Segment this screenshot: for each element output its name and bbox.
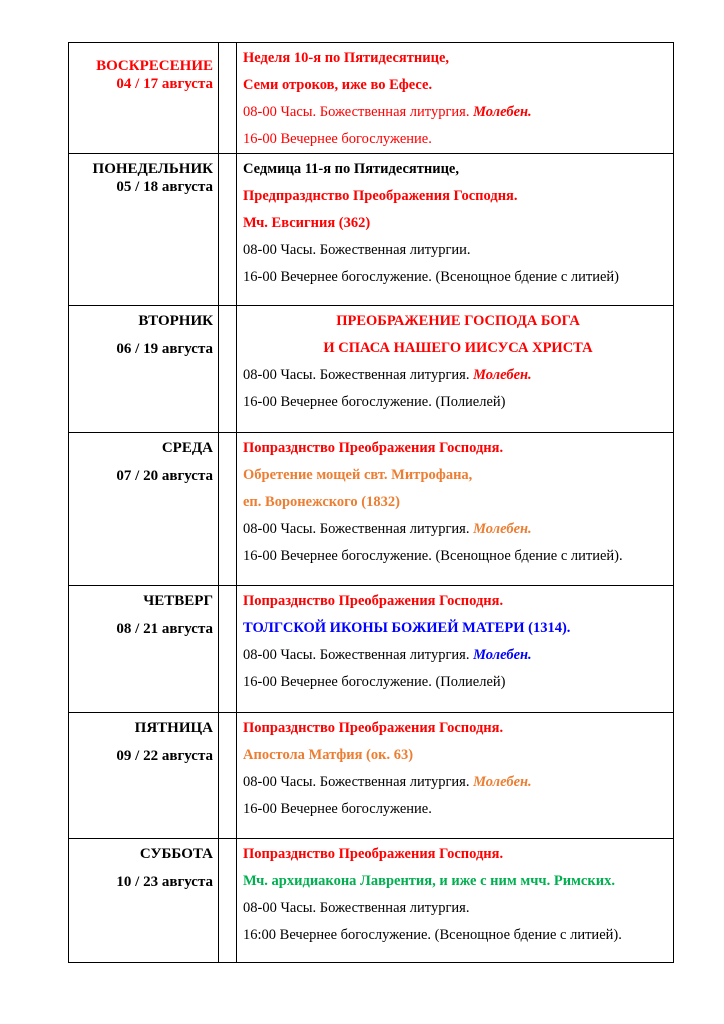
- day-name: ЧЕТВЕРГ: [143, 593, 213, 609]
- schedule-row: [69, 154, 674, 306]
- service-info-cell: [237, 306, 674, 433]
- service-info-cell: [237, 713, 674, 839]
- service-line-text: 16-00 Вечернее богослужение.: [243, 131, 432, 147]
- service-line: [243, 308, 673, 335]
- moleben-label: Молебен.: [473, 647, 532, 663]
- moleben-label: Молебен.: [473, 104, 532, 120]
- service-line-text: И СПАСА НАШЕГО ИИСУСА ХРИСТА: [323, 340, 593, 356]
- service-info-cell: [237, 433, 674, 586]
- service-line: [243, 543, 673, 570]
- day-name: ПОНЕДЕЛЬНИК: [92, 161, 213, 177]
- spacer-cell: [219, 586, 237, 713]
- schedule-row: [69, 43, 674, 154]
- service-line: [243, 922, 673, 949]
- day-cell: [69, 433, 219, 586]
- service-line: [243, 796, 673, 823]
- day-cell: [69, 839, 219, 963]
- day-date: 04 / 17 августа: [116, 76, 213, 92]
- day-cell: [69, 586, 219, 713]
- service-line: [243, 642, 673, 669]
- moleben-label: Молебен.: [473, 521, 532, 537]
- day-cell: [69, 43, 219, 154]
- service-line: [243, 742, 673, 769]
- schedule-row: [69, 839, 674, 963]
- day-date: 09 / 22 августа: [116, 748, 213, 764]
- day-date: 07 / 20 августа: [116, 468, 213, 484]
- day-name: ВОСКРЕСЕНИЕ: [96, 58, 213, 74]
- service-line: [243, 335, 673, 362]
- service-line-text: ТОЛГСКОЙ ИКОНЫ БОЖИЕЙ МАТЕРИ (1314).: [243, 620, 571, 636]
- day-date: 05 / 18 августа: [116, 179, 213, 195]
- service-line-text: 16-00 Вечернее богослужение. (Всенощное бдение с литией): [243, 269, 620, 285]
- service-line-text: Мч. архидиакона Лаврентия, и иже с ним мчч. Римских.: [243, 873, 615, 889]
- service-line: [243, 183, 673, 210]
- service-info-cell: [237, 839, 674, 963]
- schedule-table: [68, 42, 674, 963]
- service-info-cell: [237, 586, 674, 713]
- service-line: [243, 895, 673, 922]
- schedule-body: [69, 43, 674, 963]
- service-line-text: Мч. Евсигния (362): [243, 215, 371, 231]
- day-date: 06 / 19 августа: [116, 341, 213, 357]
- spacer-cell: [219, 43, 237, 154]
- service-line-text: 08-00 Часы. Божественная литургия.: [243, 104, 474, 120]
- moleben-label: Молебен.: [473, 774, 532, 790]
- service-line: [243, 264, 673, 291]
- service-line-text: Попразднство Преображения Господня.: [243, 440, 504, 456]
- spacer-cell: [219, 154, 237, 306]
- service-line-text: Семи отроков, иже во Ефесе.: [243, 77, 433, 93]
- day-name: ПЯТНИЦА: [134, 720, 213, 736]
- service-line: [243, 769, 673, 796]
- day-name: ВТОРНИК: [138, 313, 213, 329]
- service-line: [243, 615, 673, 642]
- service-line-text: 08-00 Часы. Божественная литургии.: [243, 242, 471, 258]
- spacer-cell: [219, 839, 237, 963]
- service-line-text: Апостола Матфия (ок. 63): [243, 747, 414, 763]
- service-line-text: еп. Воронежского (1832): [243, 494, 400, 510]
- schedule-row: [69, 433, 674, 586]
- spacer-cell: [219, 306, 237, 433]
- schedule-row: [69, 713, 674, 839]
- service-line-text: 08-00 Часы. Божественная литургия.: [243, 774, 474, 790]
- service-line: [243, 435, 673, 462]
- service-line: [243, 362, 673, 389]
- day-cell: [69, 154, 219, 306]
- service-line-text: Предпразднство Преображения Господня.: [243, 188, 518, 204]
- service-line: [243, 489, 673, 516]
- service-line: [243, 389, 673, 416]
- service-line-text: 08-00 Часы. Божественная литургия.: [243, 367, 474, 383]
- service-line-text: 08-00 Часы. Божественная литургия.: [243, 900, 470, 916]
- service-line: [243, 156, 673, 183]
- day-cell: [69, 713, 219, 839]
- service-line-text: 16-00 Вечернее богослужение. (Всенощное бдение с литией).: [243, 548, 623, 564]
- service-line: [243, 72, 673, 99]
- day-date: 08 / 21 августа: [116, 621, 213, 637]
- service-line: [243, 868, 673, 895]
- service-line-text: 16-00 Вечернее богослужение.: [243, 801, 432, 817]
- service-line: [243, 462, 673, 489]
- service-line-text: Седмица 11-я по Пятидесятнице,: [243, 161, 459, 177]
- spacer-cell: [219, 433, 237, 586]
- service-line: [243, 841, 673, 868]
- service-line-text: 08-00 Часы. Божественная литургия.: [243, 647, 474, 663]
- day-name: СУББОТА: [139, 846, 213, 862]
- service-line-text: 08-00 Часы. Божественная литургия.: [243, 521, 474, 537]
- service-line-text: Попразднство Преображения Господня.: [243, 720, 504, 736]
- service-line-text: ПРЕОБРАЖЕНИЕ ГОСПОДА БОГА: [336, 313, 580, 329]
- service-line: [243, 210, 673, 237]
- service-line: [243, 588, 673, 615]
- service-line-text: Неделя 10-я по Пятидесятнице,: [243, 50, 450, 66]
- service-line-text: 16-00 Вечернее богослужение. (Полиелей): [243, 674, 506, 690]
- service-line-text: 16-00 Вечернее богослужение. (Полиелей): [243, 394, 506, 410]
- service-info-cell: [237, 154, 674, 306]
- day-name: СРЕДА: [161, 440, 213, 456]
- schedule-row: [69, 586, 674, 713]
- service-line-text: Попразднство Преображения Господня.: [243, 593, 504, 609]
- service-line: [243, 99, 673, 126]
- service-line: [243, 45, 673, 72]
- service-line-text: Попразднство Преображения Господня.: [243, 846, 504, 862]
- service-line: [243, 237, 673, 264]
- schedule-row: [69, 306, 674, 433]
- service-line-text: 16:00 Вечернее богослужение. (Всенощное бдение с литией).: [243, 927, 622, 943]
- spacer-cell: [219, 713, 237, 839]
- service-line-text: Обретение мощей свт. Митрофана,: [243, 467, 473, 483]
- service-line: [243, 715, 673, 742]
- day-cell: [69, 306, 219, 433]
- moleben-label: Молебен.: [473, 367, 532, 383]
- day-date: 10 / 23 августа: [116, 874, 213, 890]
- service-line: [243, 516, 673, 543]
- service-line: [243, 126, 673, 153]
- service-info-cell: [237, 43, 674, 154]
- service-line: [243, 669, 673, 696]
